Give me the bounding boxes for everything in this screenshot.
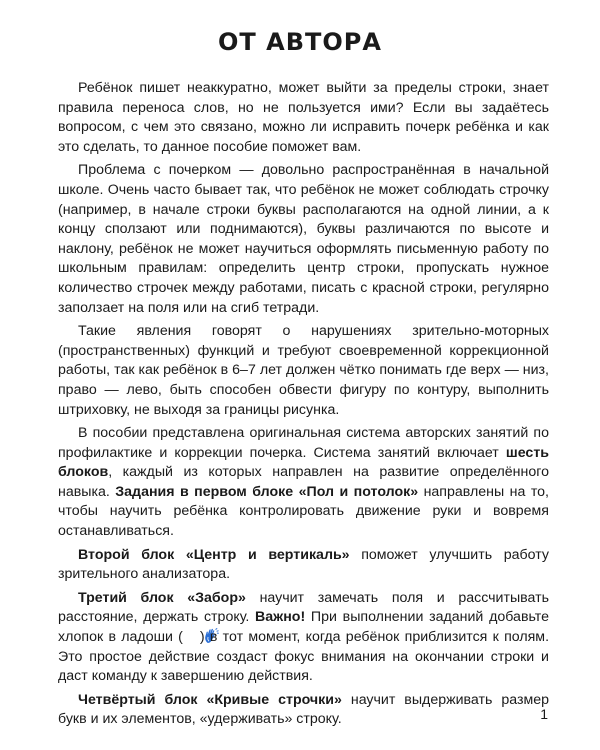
clapping-hands-icon — [183, 628, 200, 644]
text-run: научит выдерживать размер букв и их элементов, «удерживать» строку. — [58, 691, 549, 728]
text-run: ) в тот момент, когда ребёнок приблизится к полям. Это простое действие создаст фокус внимания на окончании строки и даст команду к завершению действия. — [58, 629, 550, 685]
text-run: научит замечать поля и рассчитывать расстояние, держать строку. — [58, 589, 549, 626]
bold-block-one: Задания в первом блоке «Пол и потолок» — [115, 483, 419, 500]
bold-block-two: Второй блок «Центр и вертикаль» — [78, 546, 350, 563]
text-run: В пособии представлена оригинальная система авторских занятий по профилактике и коррекции почерка. Система занятий включает — [58, 425, 549, 461]
bold-block-three: Третий блок «Забор» — [78, 589, 246, 606]
page-title: ОТ АВТОРА — [218, 28, 382, 56]
bold-six-blocks: шесть блоков — [58, 444, 549, 481]
paragraph-problem: Проблема с почерком — довольно распространённая в начальной школе. Очень часто бывает так, что ребёнок не может соблюдать строчку (например, в начале строки буквы располагаются на одной линии, а к концу сползают или поднимаются), буквы различаются по высоте и наклону, ребёнок не может научиться оформлять письменную работу по школьным правилам: определить центр строки, пропускать нужное количество строчек между работами, писать с красной строки, регулярно заползает на поля или на сгиб тетради. — [58, 162, 549, 316]
paragraph-symptoms: Такие явления говорят о нарушениях зрительно-моторных (пространственных) функций и требуют своевременной коррекционной работы, так как ребёнок в 6–7 лет должен чётко понимать где верх — низ, право — лево, быть способен обвести фигуру по контуру, выполнить штриховку, не выходя за границы рисунка. — [58, 323, 549, 418]
paragraph-intro: Ребёнок пишет неаккуратно, может выйти за пределы строки, знает правила переноса слов, но не пользуется ими? Если вы задаётесь вопросом, с чем это связано, можно ли исправить почерк ребёнка и как это сделать, то данное пособие поможет вам. — [58, 80, 549, 155]
bold-block-four: Четвёртый блок «Кривые строчки» — [78, 691, 342, 708]
bold-important: Важно! — [255, 609, 306, 626]
text-run: , каждый из которых направлен на развитие определённого навыка. — [58, 464, 549, 500]
body-text — [58, 79, 549, 734]
paragraph-block-two — [58, 546, 549, 585]
page-number: 1 — [540, 706, 548, 722]
paragraph-system — [58, 424, 549, 542]
text-run: При выполнении заданий добавьте хлопок в ладоши ( — [58, 609, 549, 646]
text-run: поможет улучшить работу зрительного анализатора. — [58, 546, 549, 583]
paragraph-block-four — [58, 691, 549, 730]
paragraph-block-three — [58, 589, 549, 687]
text-run: направлены на то, чтобы научить ребёнка контролировать движение руки и вовремя останавливаться. — [58, 483, 550, 540]
